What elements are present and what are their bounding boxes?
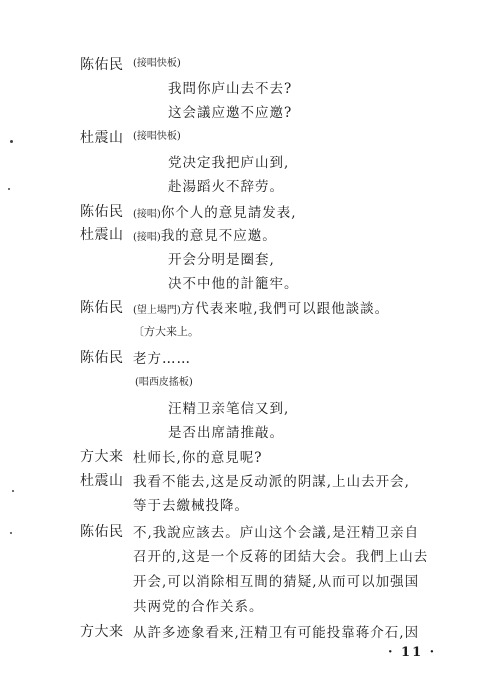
line-body	[168, 151, 289, 171]
stage-direction: (唱西皮搖板)	[135, 377, 193, 388]
dialogue-text: 我的意見不应邀。	[160, 228, 277, 244]
line-body	[133, 545, 428, 565]
speaker-name: 陈佑民	[80, 524, 124, 540]
speaker-name: 方大来	[80, 624, 124, 640]
verse-text: 决不中他的計籠牢。	[168, 276, 299, 292]
verse-text: 我問你庐山去不去?	[168, 81, 293, 97]
line-body	[133, 54, 181, 70]
line-body	[168, 175, 284, 195]
scan-speck	[10, 532, 12, 534]
speaker-name: 陈佑民	[80, 300, 124, 316]
stage-direction: (望上場門)	[133, 305, 181, 316]
line-body	[133, 297, 389, 317]
line-body	[133, 621, 419, 641]
dialogue-text: 从許多迹象看来,汪精卫有可能投靠蒋介石,因	[133, 625, 420, 641]
dialogue-text: 我看不能去,这是反动派的阴謀,上山去开会,	[133, 474, 410, 490]
speaker-name: 杜震山	[80, 473, 124, 489]
verse-text: 是否出席請推敲。	[168, 425, 284, 441]
line-body	[168, 421, 284, 441]
dialogue-text: 老方……	[133, 351, 191, 367]
line-body	[168, 272, 299, 292]
line-body	[133, 521, 419, 541]
dialogue-text: 方代表来啦,我們可以跟他談談。	[180, 301, 390, 317]
verse-text: 开会,可以消除相互間的猜疑,从而可以加强国	[133, 574, 420, 590]
line-body	[168, 101, 292, 121]
verse-text: 等于去繳械投降。	[133, 498, 249, 514]
verse-text: 召开的,这是一个反蒋的团結大会。我們上山去	[133, 549, 429, 565]
dialogue-text: 你个人的意見請发表,	[160, 205, 297, 221]
line-body	[133, 347, 191, 367]
line-body	[168, 248, 275, 268]
page-number: · 11 ·	[388, 645, 437, 660]
line-body	[133, 201, 297, 221]
speaker-name: 陈佑民	[80, 204, 124, 220]
dialogue-text: 不,我說应該去。庐山这个会議,是汪精卫亲自	[133, 525, 420, 541]
verse-text: 共两党的合作关系。	[133, 599, 264, 615]
scan-speck	[12, 490, 14, 492]
speaker-name: 杜震山	[80, 227, 124, 243]
line-body	[168, 77, 292, 97]
scan-speck	[10, 140, 13, 143]
speaker-name: 杜震山	[80, 130, 124, 146]
line-body	[133, 224, 277, 244]
stage-direction: 〔方大来上。	[133, 325, 199, 338]
stage-direction: (接唱快板)	[133, 58, 181, 69]
line-body	[133, 494, 249, 514]
scan-speck	[8, 188, 10, 190]
speaker-name: 方大来	[80, 449, 124, 465]
dialogue-text: 杜师长,你的意見呢?	[133, 450, 263, 466]
stage-direction: (接唱快板)	[133, 131, 181, 142]
verse-text: 开会分明是圈套,	[168, 252, 275, 268]
stage-direction: (接唱)	[133, 209, 161, 220]
stage-direction: (接唱)	[133, 232, 161, 243]
verse-text: 汪精卫亲笔信又到,	[168, 401, 290, 417]
line-body	[133, 446, 263, 466]
verse-text: 赴湯蹈火不辞劳。	[168, 179, 284, 195]
line-body	[133, 595, 264, 615]
line-body	[133, 470, 410, 490]
line-body	[133, 127, 181, 143]
line-body	[135, 373, 193, 389]
verse-text: 党决定我把庐山到,	[168, 155, 290, 171]
line-body	[133, 570, 419, 590]
verse-text: 这会議应邀不应邀?	[168, 105, 293, 121]
line-body	[133, 323, 199, 339]
line-body	[168, 397, 289, 417]
speaker-name: 陈佑民	[80, 57, 124, 73]
speaker-name: 陈佑民	[80, 350, 124, 366]
